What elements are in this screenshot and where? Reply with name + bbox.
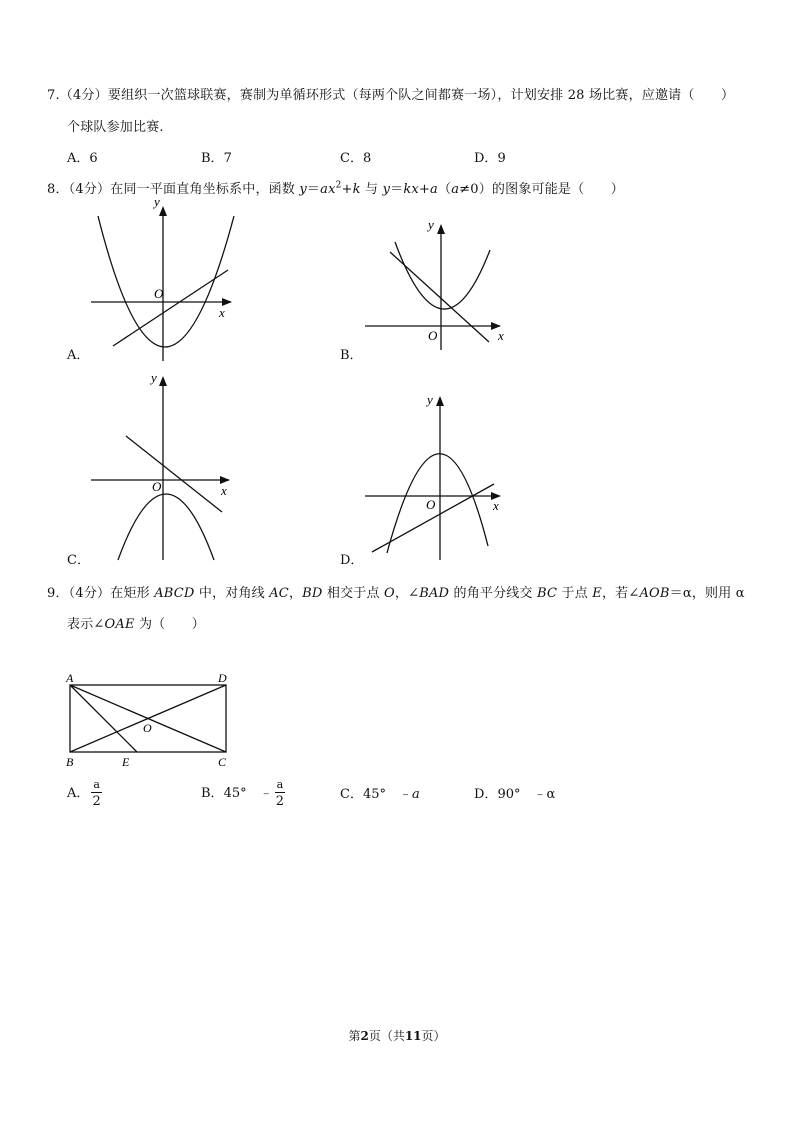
- var: y: [382, 182, 391, 197]
- option-value: 7: [223, 151, 232, 166]
- text: 中，对角线: [194, 586, 270, 601]
- option-value: 45° ﹣: [362, 787, 412, 802]
- var: E: [592, 586, 602, 601]
- q7-stem-line2: 个球队参加比赛.: [67, 120, 164, 135]
- q8-option-d-label: D．: [340, 553, 364, 568]
- q8-option-c-label: C．: [67, 553, 90, 568]
- exponent: 2: [335, 180, 342, 191]
- text: 9．（4分）在矩形: [47, 586, 155, 601]
- y-axis-arrow-icon: [159, 376, 167, 386]
- text: 的角平分线交: [449, 586, 538, 601]
- q9-option-a: [67, 779, 102, 808]
- q7-stem-line1: 7.（4分）要组织一次篮球联赛，赛制为单循环形式（每两个队之间都赛一场），计划安排 28 场比赛，应邀请（ ）: [47, 88, 735, 103]
- option-value: 8: [362, 151, 372, 166]
- footer-text: 第: [348, 1029, 361, 1043]
- axis-label-y: y: [151, 370, 157, 385]
- var: a: [412, 787, 420, 802]
- fraction: [91, 779, 102, 808]
- q8-option-a-label: A．: [67, 348, 90, 363]
- option-label: A．: [67, 151, 90, 166]
- var: BD: [302, 586, 323, 601]
- var: AOB: [639, 586, 670, 601]
- var: y: [299, 182, 307, 197]
- var: OAE: [104, 617, 135, 632]
- q8-graph-d: [360, 388, 510, 563]
- var: ABCD: [154, 586, 195, 601]
- option-value: 9: [497, 151, 506, 166]
- var: k: [352, 182, 361, 197]
- option-value: 6: [89, 151, 98, 166]
- option-label: B．: [201, 786, 224, 801]
- text: 表示∠: [67, 617, 105, 632]
- point-label-d: D: [218, 671, 227, 685]
- numerator: a: [276, 778, 284, 791]
- fraction: [275, 779, 286, 808]
- bisector-ae: [70, 685, 137, 752]
- text: 为（ ）: [134, 617, 205, 632]
- q7-option-a: [67, 147, 98, 166]
- option-value: 90° ﹣α: [497, 787, 556, 802]
- var: ax: [320, 182, 336, 197]
- text: ，: [288, 586, 303, 601]
- q9-rectangle-figure: [60, 668, 250, 772]
- q8-stem: [47, 178, 624, 197]
- axis-label-x: x: [498, 328, 504, 343]
- page-number: 2: [360, 1029, 369, 1043]
- footer-text: 页）: [421, 1029, 446, 1043]
- point-label-c: C: [218, 755, 227, 769]
- q9-option-c: [340, 783, 420, 802]
- parabola-curve: [118, 494, 214, 560]
- axis-label-x: x: [493, 498, 499, 513]
- axis-label-y: y: [427, 392, 433, 407]
- plus-sign: +: [341, 182, 353, 197]
- q9-stem-line2: [67, 613, 205, 632]
- option-label: C．: [340, 151, 363, 166]
- q8-option-b-label: B．: [340, 348, 363, 363]
- q8-graph-c: [86, 368, 246, 563]
- q8-graph-b: [360, 212, 510, 352]
- option-value: 45° ﹣: [223, 786, 273, 801]
- text: ，若∠: [601, 586, 640, 601]
- var: kx: [403, 182, 419, 197]
- var: BAD: [419, 586, 450, 601]
- line-graph: [113, 270, 228, 346]
- footer-text: 页（共: [368, 1029, 405, 1043]
- q8-stem-prefix: 8．（4分）在同一平面直角坐标系中，函数: [47, 182, 300, 197]
- option-label: D．: [474, 787, 498, 802]
- text: ，∠: [394, 586, 420, 601]
- q8-graph-a: [86, 198, 246, 363]
- q8-stem-mid: 与: [360, 182, 383, 197]
- axis-label-y: y: [154, 198, 160, 209]
- paren: （: [438, 182, 452, 197]
- numerator: a: [93, 778, 100, 791]
- var: O: [384, 586, 395, 601]
- plus-sign: +: [418, 182, 431, 197]
- var: a: [451, 182, 460, 197]
- point-label-b: B: [66, 755, 74, 769]
- axis-label-x: x: [221, 483, 227, 498]
- point-label-a: A: [66, 671, 74, 685]
- var: AC: [269, 586, 289, 601]
- var: a: [430, 182, 438, 197]
- q8-stem-suffix: ≠0）的图象可能是（ ）: [459, 182, 624, 197]
- q7-option-c: [340, 147, 371, 166]
- y-axis-arrow-icon: [436, 396, 444, 406]
- total-pages: 11: [404, 1029, 422, 1043]
- parabola-curve: [98, 216, 234, 347]
- denominator: 2: [275, 794, 285, 809]
- equals-sign: ＝: [390, 182, 404, 197]
- origin-label: O: [426, 497, 436, 512]
- y-axis-arrow-icon: [159, 206, 167, 216]
- equals-sign: ＝: [306, 182, 321, 197]
- var: BC: [537, 586, 558, 601]
- q7-option-b: [201, 147, 232, 166]
- q9-option-b: [201, 779, 285, 808]
- point-label-o: O: [143, 721, 152, 735]
- option-label: D．: [474, 151, 498, 166]
- option-label: B．: [201, 151, 224, 166]
- option-label: C．: [340, 787, 363, 802]
- page-footer: [0, 1027, 794, 1044]
- q7-option-d: [474, 147, 506, 166]
- text: 于点: [557, 586, 593, 601]
- origin-label: O: [428, 328, 438, 343]
- text: 相交于点: [322, 586, 385, 601]
- line-graph: [390, 252, 489, 342]
- axis-label-y: y: [428, 217, 434, 232]
- point-label-e: E: [122, 755, 130, 769]
- y-axis-arrow-icon: [437, 224, 445, 234]
- q9-stem-line1: [47, 582, 745, 601]
- origin-label: O: [152, 479, 162, 494]
- origin-label: O: [154, 286, 164, 301]
- line-graph: [372, 484, 494, 552]
- axis-label-x: x: [219, 305, 225, 320]
- parabola-curve: [387, 454, 488, 553]
- denominator: 2: [92, 794, 101, 809]
- q9-option-d: [474, 783, 555, 802]
- option-label: A．: [67, 786, 90, 801]
- text: ＝α，则用 α: [669, 586, 745, 601]
- line-graph: [126, 436, 222, 512]
